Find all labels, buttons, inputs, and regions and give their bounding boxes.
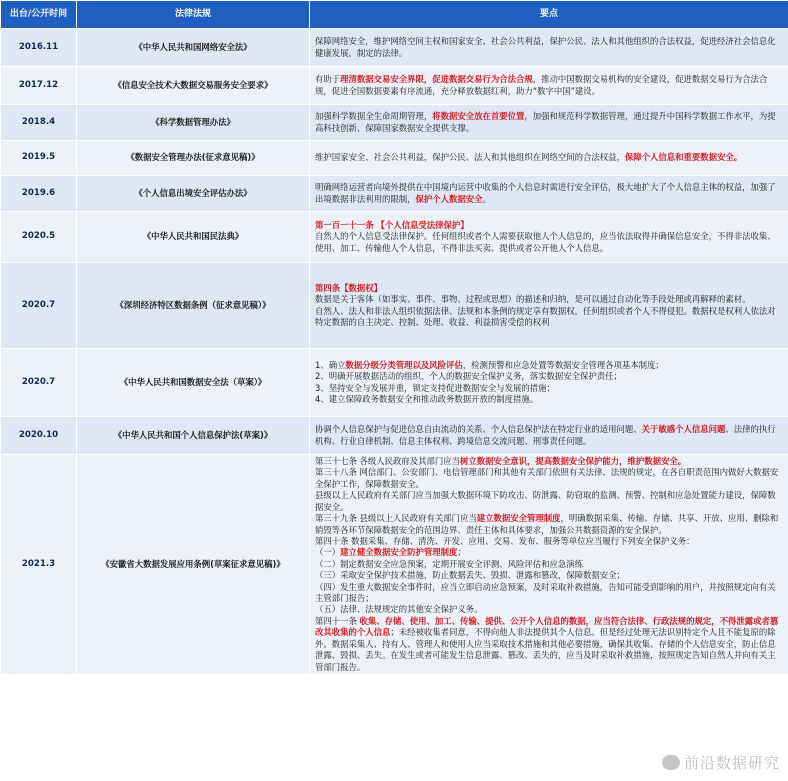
body-text: ，推动中国数据交易机构的安全建设，促进数据交易行为合法合规，促进全国数据要素有序流通，充分释放数据红利，助力“数字中国”建设。 <box>315 74 768 96</box>
key-point-paragraph <box>315 467 782 490</box>
highlight-text: 第四条【数据权】 <box>315 282 382 293</box>
body-text: 数据是关于客体（如事实、事件、事物、过程或思想）的描述和归纳，是可以通过自动化等手段处理或再解释的素材。 <box>315 294 751 305</box>
table-row <box>1 105 788 141</box>
watermark <box>662 753 780 773</box>
key-point-paragraph <box>315 36 782 59</box>
key-point-paragraph <box>315 283 782 294</box>
body-text: ；未经被收集者同意，不得向他人非法提供其个人信息。但是经过处理无法识别特定个人且不能复原的除外。数据采集人、持有人、管理人和使用人应当采取技术措施和其他必要措施，确保其收集、存储的个人信息安全，防止信息泄露、毁损、丢失。在发生或者可能发生信息泄露、篡改、丢失的，应当及时采取补救措施，按照规定告知自然人并向有关主管部门报告。 <box>315 627 776 672</box>
row-law: 《信息安全技术大数据交易服务安全要求》 <box>77 67 310 105</box>
row-date: 2020.7 <box>1 263 77 349</box>
key-point-paragraph <box>315 231 782 254</box>
body-text: （二）制定数据安全应急预案，定期开展安全评测、风险评估和应急演练 <box>315 558 583 569</box>
row-law: 《个人信息出境安全评估办法》 <box>77 176 310 212</box>
header-row <box>1 1 788 29</box>
body-text: 第四十条 数据采集、存储、清洗、开发、应用、交易、发布、服务等单位应当履行下列安全保护义务： <box>315 535 695 546</box>
body-text: 县级以上人民政府有关部门应当加强大数据环境下防攻击、防泄露、防窃取的监测、预警、控制和应急处置能力建设，保障数据安全。 <box>315 490 776 512</box>
body-text: 第三十八条 网信部门、公安部门、电信管理部门和其他有关部门依照有关法律、法规的规定，在各自职责范围内做好大数据安全保护工作，保障数据安全。 <box>315 467 779 489</box>
row-key-points <box>310 29 788 67</box>
key-point-paragraph <box>315 513 782 536</box>
row-law: 《深圳经济特区数据条例（征求意见稿）》 <box>77 263 310 349</box>
row-date: 2020.5 <box>1 212 77 263</box>
key-point-paragraph <box>315 371 782 382</box>
row-date: 2021.3 <box>1 455 77 675</box>
body-text: 1、确立 <box>315 359 346 370</box>
highlight-text: 理清数据交易安全界限，促进数据交易行为合法合规 <box>340 74 533 85</box>
body-text: 第三十七条 各级人民政府及其部门应当 <box>315 456 461 466</box>
row-law: 《安徽省大数据发展应用条例(草案征求意见稿)》 <box>77 455 310 675</box>
key-point-paragraph <box>315 220 782 231</box>
body-text: ； <box>457 547 466 558</box>
table-row <box>1 176 788 212</box>
highlight-text: 第一百一十一条 【个人信息受法律保护】 <box>315 219 469 230</box>
table-row <box>1 349 788 417</box>
table-row <box>1 141 788 176</box>
highlight-text: 关于敏感个人信息问题 <box>641 424 726 435</box>
row-law: 《数据安全管理办法(征求意见稿)》 <box>77 141 310 176</box>
key-point-paragraph <box>315 152 782 163</box>
key-point-paragraph <box>315 616 782 673</box>
table-row <box>1 455 788 675</box>
body-text: 3、坚持安全与发展并重，锁定支持促进数据安全与发展的措施； <box>315 382 555 393</box>
body-text: 2、明确开展数据活动的组织、个人的数据安全保护义务，落实数据安全保护责任； <box>315 371 622 382</box>
table-row <box>1 212 788 263</box>
body-text: 自然人、法人和非法人组织依据法律、法规和本条例的规定享有数据权，任何组织或者个人不得侵犯。数据权是权利人依法对特定数据的自主决定、控制、处理、收益、利益损害受偿的权利 <box>315 305 776 327</box>
row-date: 2019.6 <box>1 176 77 212</box>
highlight-text: 保障个人信息和重要数据安全。 <box>624 152 743 163</box>
row-key-points <box>310 141 788 176</box>
body-text: 协调个人信息保护与促进信息自由流动的关系、个人信息保护法在特定行业的适用问题、 <box>315 424 642 435</box>
row-date: 2018.4 <box>1 105 77 141</box>
key-point-paragraph <box>315 383 782 394</box>
table-row <box>1 263 788 349</box>
body-text: 有助于 <box>315 74 341 85</box>
body-text: （三）采取安全保护技术措施，防止数据丢失、毁损、泄露和篡改，保障数据安全； <box>315 570 625 581</box>
table-row <box>1 417 788 455</box>
key-point-paragraph <box>315 559 782 570</box>
row-law: 《中华人民共和国数据安全法（草案）》 <box>77 349 310 417</box>
body-text: 自然人的个人信息受法律保护。任何组织或者个人需要获取他人个人信息的，应当依法取得并确保信息安全，不得非法收集、使用、加工、传输他人个人信息，不得非法买卖、提供或者公开他人个人信息。 <box>315 231 776 253</box>
row-law: 《中华人民共和国网络安全法》 <box>77 29 310 67</box>
row-law: 《中华人民共和国个人信息保护法(草案)》 <box>77 417 310 455</box>
row-key-points <box>310 455 788 675</box>
body-text: （五）法律、法规规定的其他安全保护义务。 <box>315 604 483 615</box>
row-law: 《中华人民共和国民法典》 <box>77 212 310 263</box>
key-point-paragraph <box>315 547 782 558</box>
key-point-paragraph <box>315 74 782 97</box>
highlight-text: 保护个人数据安全 <box>415 193 483 204</box>
body-text: 。 <box>482 193 491 204</box>
key-point-paragraph <box>315 394 782 405</box>
highlight-text: 建立健全数据安全防护管理制度 <box>340 547 458 558</box>
highlight-text: 收集、存储、使用、加工、传输、提供、公开个人信息的数据，应当符合法律、行政法规的规定，不得泄露或者篡改其收集的个人信息 <box>315 615 779 638</box>
row-law: 《科学数据管理办法》 <box>77 105 310 141</box>
body-text: （一） <box>315 547 341 558</box>
header-date: 出台/公开时间 <box>1 1 77 29</box>
key-point-paragraph <box>315 490 782 513</box>
row-date: 2016.11 <box>1 29 77 67</box>
body-text: 第三十九条 县级以上人民政府有关部门应当 <box>315 513 477 524</box>
key-point-paragraph <box>315 536 782 547</box>
header-law: 法律法规 <box>77 1 310 29</box>
key-point-paragraph <box>315 424 782 447</box>
row-key-points <box>310 212 788 263</box>
row-key-points <box>310 105 788 141</box>
key-point-paragraph <box>315 604 782 615</box>
row-date: 2017.12 <box>1 67 77 105</box>
highlight-text: 将数据安全放在首要位置 <box>432 111 525 122</box>
body-text: ，加强和规范科学数据管理，通过提升中国科学数据工作水平，为提高科技创新、保障国家数据安全提供支撑。 <box>315 111 776 133</box>
body-text: ，检测预警和应急处置等数据安全管理各项基本制度； <box>462 359 664 370</box>
body-text: 维护国家安全、社会公共利益，保护公民、法人和其他组织在网络空间的合法权益， <box>315 152 625 163</box>
chat-bubble-icon <box>662 755 680 770</box>
row-key-points <box>310 176 788 212</box>
body-text: 明确网络运营者向境外提供在中国境内运营中收集的个人信息时需进行安全评估，极大地扩大了个人信息主体的权益，加强了出境数据非法利用的限制， <box>315 182 776 204</box>
body-text: ，明确数据采集、传输、存储、共享、开放、应用、删除和销毁等各环节保障数据安全的范围边界、责任主体和具体要求，加强公共数据资源的安全保护。 <box>315 513 779 535</box>
row-key-points <box>310 67 788 105</box>
key-point-paragraph <box>315 570 782 581</box>
row-key-points <box>310 417 788 455</box>
row-key-points <box>310 349 788 417</box>
body-text: （四）发生重大数据安全事件时，应当立即启动应急预案，及时采取补救措施，告知可能受到影响的用户，并按照规定向有关主管部门报告； <box>315 581 776 604</box>
table-row <box>1 67 788 105</box>
key-point-paragraph <box>315 294 782 305</box>
body-text: 保障网络安全，维护网络空间主权和国家安全、社会公共利益，保护公民、法人和其他组织的合法权益，促进经济社会信息化健康发展，制定的法律。 <box>315 36 776 58</box>
watermark-text: 前沿数据研究 <box>683 753 780 772</box>
body-text: 、法律的执行机构、行业自律机制、信息主体权利、跨境信息交流问题、刑事责任问题。 <box>315 424 776 446</box>
key-point-paragraph <box>315 456 782 467</box>
key-point-paragraph <box>315 111 782 134</box>
key-point-paragraph <box>315 582 782 605</box>
highlight-text: 数据分级分类管理以及风险评估 <box>345 359 463 370</box>
key-point-paragraph <box>315 360 782 371</box>
body-text: 第四十一条 <box>315 615 360 626</box>
row-date: 2020.10 <box>1 417 77 455</box>
header-key-points: 要点 <box>310 1 788 29</box>
body-text: 4、建立保障政务数据安全和推动政务数据开放的制度措施。 <box>315 393 539 404</box>
row-date: 2020.7 <box>1 349 77 417</box>
body-text: 加强科学数据全生命周期管理， <box>315 111 433 122</box>
row-key-points <box>310 263 788 349</box>
key-point-paragraph <box>315 306 782 329</box>
table-row <box>1 29 788 67</box>
row-date: 2019.5 <box>1 141 77 176</box>
key-point-paragraph <box>315 182 782 205</box>
highlight-text: 建立数据安全管理制度 <box>476 513 561 524</box>
highlight-text: 树立数据安全意识，提高数据安全保护能力，维护数据安全。 <box>460 456 687 466</box>
